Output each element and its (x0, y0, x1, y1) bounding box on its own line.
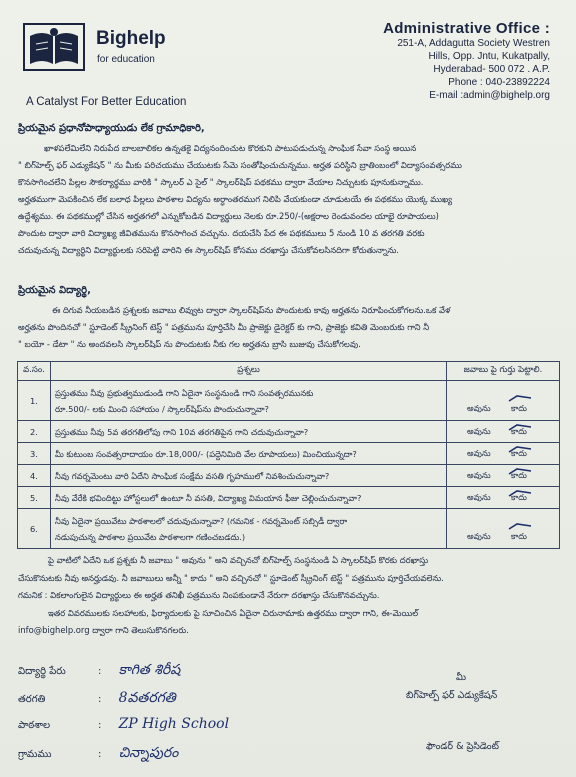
table-row (18, 509, 560, 549)
answer-cell[interactable] (447, 421, 560, 443)
text-line: ఖాళపలేమిలేని నిరుపేద బాలబాలికల ఉన్నతకై విద్యనందించుట కొరకుని పాటుపడుచున్న సాంఘిక సేవా సంస్థ అయిన (44, 143, 417, 153)
row-number: 6. (18, 509, 51, 549)
table-row (18, 381, 560, 421)
table-row (18, 465, 560, 487)
field-value[interactable]: కాగిత శిరీష (118, 662, 181, 678)
field-label: గ్రామము (18, 749, 52, 760)
field-student-name: విద్యార్థి పేరు : కాగిత శిరీష (18, 662, 181, 678)
field-value[interactable]: చిన్నాపురం (118, 745, 179, 761)
office-address-block (350, 20, 550, 102)
tick-mark-icon (507, 488, 533, 498)
no-option[interactable]: కాదు (511, 448, 527, 458)
tick-mark-icon (507, 444, 533, 454)
text-line: పై వాటిలో ఏదేని ఒక ప్రశ్నకు నీ జవాబు " అవును " అని వచ్చినచో బిగ్‌హెల్ప్ సంస్థనుండి ఏ స్కాలర్‌షిప్ కొరకు దరఖాస్తు (48, 555, 429, 565)
tagline: A Catalyst For Better Education (26, 96, 187, 108)
field-value[interactable]: 8వతరగతి (118, 690, 176, 706)
table-row (18, 421, 560, 443)
question-text (51, 381, 447, 421)
question-line: ప్రస్తుతము నీవు ప్రభుత్వముడుండి గాని ఏదైనా సంస్థనుండి గాని సంవత్సరమునకు (55, 387, 314, 398)
table-row (18, 487, 560, 509)
header-answer: జవాబు పై గుర్తు పెట్టాలి. (447, 362, 560, 381)
question-line: ప్రస్తుతము నీవు 5వ తరగతిలోపు గాని 10వ తరగతిపైన గాని చదువుచున్నావా? (55, 426, 309, 437)
row-number: 5. (18, 487, 51, 509)
question-text (51, 421, 447, 443)
signature-yours: మీ (456, 672, 467, 683)
row-number: 2. (18, 421, 51, 443)
text-line: పొందుట ద్వారా వారి విద్యాఖ్య జీవితమును కొనసాగించ వచ్చును. దయచేసి పేద ఈ పథకములు 5 నుండి 10 వ తరగతి వరకు (18, 228, 425, 238)
closing-paragraph (18, 552, 558, 640)
yes-option[interactable]: అవును (467, 403, 491, 413)
tick-mark-icon (507, 422, 533, 432)
answer-cell[interactable] (447, 381, 560, 421)
question-line: మీ కుటుంబ సంవత్సరాదాయం రూ.18,000/- (పద్దెనిమిది వేల రూపాయలు) మించియున్నదా? (55, 448, 357, 459)
field-label: విద్యార్థి పేరు (18, 666, 66, 677)
question-text (51, 509, 447, 549)
text-line: కొనసాగించలేని పిల్లల సౌకర్యార్థము వారికి " స్కాలర్ ఎ సైల్ " స్కాలర్‌షిప్ పథకము ద్వారా వేయాల నిచ్చుటకు పూనుకున్నాము. (18, 177, 424, 187)
field-village: గ్రామము : చిన్నాపురం (18, 745, 179, 761)
table-row (18, 443, 560, 465)
tick-mark-icon (507, 393, 533, 403)
field-class: తరగతి : 8వతరగతి (18, 690, 176, 706)
brand-name: Bighelp (96, 28, 166, 49)
text-line: " బయో - డేటా " ను అందవలసి స్కాలర్‌షిప్ ను పొందుటకు నీకు గల అర్హతను బ్రాసి బుజువు చేసుకోగలవు. (18, 339, 361, 349)
field-label: తరగతి (18, 694, 46, 705)
question-line: నీవు గవర్నమెంటు వారి ఏదేని సాంఘిక సంక్షేమ వసతి గృహములో నివశించుచున్నావా? (55, 470, 330, 481)
text-line: అర్హతముగా మెపకించిన లేక బలాధ పిల్లలు పాఠశాల విద్యను అర్ధాంతరముగ నిలిపి వేయకుండా చూడుటయే ఈ పథకము యొక్క ముఖ్య (18, 194, 453, 204)
no-option[interactable]: కాదు (511, 470, 527, 480)
salutation-student: ప్రియమైన విద్యార్థి, (18, 285, 91, 296)
brand-subtitle: for education (97, 54, 155, 65)
office-title: Administrative Office : (383, 20, 550, 37)
address-line: 251-A, Addagutta Society Westren (397, 38, 550, 49)
question-line: నడుపుచున్న పాఠశాల ప్రయివేట పాఠశాలగా గణించబడదు.) (55, 531, 246, 542)
field-label: పాఠశాల (18, 720, 51, 731)
text-line: " బిగ్‌హెల్ప్ ఫర్ ఎడ్యుకేషన్ " ను మీకు పరిచయము చేయుటకు సేమె సంతోషించుచున్నము. అర్హత పరిస్థిని బ్రాతింబంలో విద్యాసంవత్సరము (18, 160, 462, 170)
answer-cell[interactable] (447, 443, 560, 465)
row-number: 4. (18, 465, 51, 487)
address-line: Hyderabad- 500 072 . A.P. (433, 64, 550, 75)
address-line: Phone : 040-23892224 (448, 77, 550, 88)
paragraph-2 (18, 302, 558, 353)
yes-option[interactable]: అవును (467, 448, 491, 458)
yes-option[interactable]: అవును (467, 470, 491, 480)
row-number: 1. (18, 381, 51, 421)
field-value[interactable]: ZP High School (118, 716, 230, 732)
yes-option[interactable]: అవును (467, 426, 491, 436)
yes-option[interactable]: అవును (467, 492, 491, 502)
text-line: info@bighelp.org ద్వారా గాని తెలుసుకొనగలరు. (18, 625, 189, 635)
text-line: చదువుచున్న విద్యార్థిని విద్యార్థులకు సరిపెట్టి వారిని ఈ స్కాలర్‌షిప్ కోసము దరఖాస్తు చేసుకోవలసినదిగా కోరుతున్నాను. (18, 245, 400, 255)
text-line: ఈ దిగువ నీయబడిన ప్రశ్నలకు జవాబు లివ్వుట ద్వారా స్కాలర్‌షిప్‌ను పొందుటకు కావు అర్హతను నిరూపించుకోగలను.ఒక వేళ (52, 305, 451, 315)
header-serial: వ.సం. (18, 362, 51, 381)
tick-mark-icon (507, 466, 533, 476)
text-line: అర్హతను పొందినచో " స్టూడెంట్ స్క్రీనింగ్ టెస్ట్ " పత్రమును పూర్తిచేసి మీ ప్రాజెక్టు డైరెక్టర్ కు గాని, ప్రాజెక్టు కవితి మెంబరుకు గాని నీ (18, 322, 430, 332)
signature-title: ఫౌండర్ & ప్రెసిడెంట్ (426, 741, 499, 752)
yes-option[interactable]: అవును (467, 531, 491, 541)
text-line: చేసుకొనుటకు నీవు అనర్హుడవు. నీ జవాబులు అన్నీ " కాదు " అని వచ్చినచో " స్టూడెంట్ స్క్రీనింగ్ టెస్ట్ " పత్రమును పూర్తిచేయవలెను. (18, 572, 444, 583)
question-text (51, 443, 447, 465)
address-line: Hills, Opp. Jntu, Kukatpally, (428, 51, 550, 62)
text-line: గమనిక : వికలాంగులైన విద్యార్థులు ఈ అర్హత తనిఖీ పత్రమును నింపకుండానే నేరుగా దరఖాస్తు చేసుకొనవచ్చును. (18, 590, 380, 600)
no-option[interactable]: కాదు (511, 531, 527, 541)
salutation: ప్రియమైన ప్రధానోపాధ్యాయుడు లేక గ్రామాధికారి, (18, 123, 205, 134)
text-line: ఇతర వివరములకు సలహాలకు, ఫిర్యాదులకు పై సూచించిన ఏదైనా చిరునామాకు ఉత్తరము ద్వారా గాని, ఈ-మెయిల్ (48, 607, 419, 618)
address-line: E-mail :admin@bighelp.org (429, 90, 550, 101)
no-option[interactable]: కాదు (511, 403, 527, 413)
question-line: రూ.500/- లకు మించి సహాయం / స్కాలర్‌షిప్‌ను పొందుచున్నావా? (55, 403, 269, 414)
eligibility-table (17, 361, 560, 549)
answer-cell[interactable] (447, 509, 560, 549)
answer-cell[interactable] (447, 465, 560, 487)
question-text (51, 487, 447, 509)
row-number: 3. (18, 443, 51, 465)
paragraph-1 (18, 140, 558, 259)
field-school: పాఠశాల : ZP High School (18, 716, 230, 732)
no-option[interactable]: కాదు (511, 492, 527, 502)
question-line: నీవు వేరేకి భవిందిట్టు హోస్టలులో ఉంటూ నీ వసతి, విద్యాఖ్య విమయాన ఫీజు చెల్లించుచున్నావా? (55, 492, 362, 503)
question-line: నీవు ఏదైనా ప్రయివేటు పాఠశాలలో చదువుచున్నావా? (గమనిక - గవర్నమెంట్ సబ్సిడీ ద్వారా (55, 515, 348, 526)
tick-mark-icon (507, 521, 533, 531)
question-text (51, 465, 447, 487)
text-line: ఉద్దేశ్యము. ఈ పథకముల్లో చేసిన అర్హతగలో ఎన్నుకోబడిన విద్యార్థులు నెలకు రూ.250/-(అక్షరాల రెండువందల యాభై రూపాయలు) (18, 211, 439, 221)
book-logo-icon (22, 22, 86, 72)
signature-org: బిగ్‌హెల్ప్ ఫర్ ఎడ్యుకేషన్ (406, 690, 498, 701)
no-option[interactable]: కాదు (511, 426, 527, 436)
table-header-row (18, 362, 560, 381)
header-questions: ప్రశ్నలు (51, 362, 447, 381)
answer-cell[interactable] (447, 487, 560, 509)
